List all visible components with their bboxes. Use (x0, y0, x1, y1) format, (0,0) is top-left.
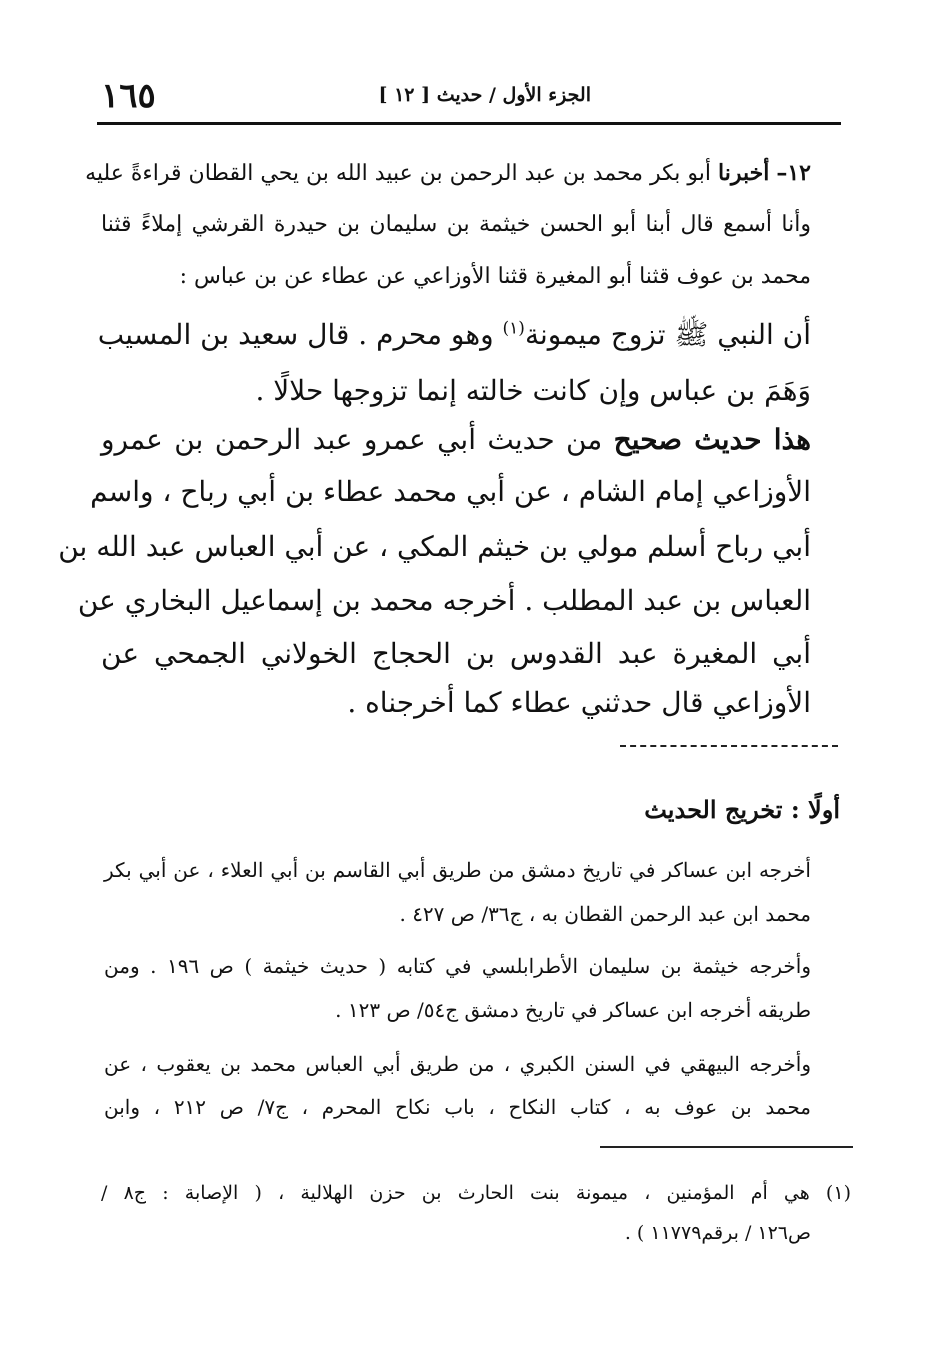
footnote-line-1: (١) هي أم المؤمنين ، ميمونة بنت الحارث بن حزن الهلالية ، ( الإصابة : ج٨ / (101, 1182, 851, 1204)
footnote-rule (600, 1146, 853, 1148)
section-heading: أولًا : تخريج الحديث (644, 795, 840, 824)
matn-text-end: وهو محرم . قال سعيد بن المسيب (97, 318, 503, 351)
isnad-line-2: وأنا أسمع قال أبنا أبو الحسن خيثمة بن سليمان بن حيدرة القرشي إملاءً قثنا (101, 212, 811, 237)
page-header (97, 70, 841, 125)
commentary-lead: هذا حديث صحيح (613, 423, 811, 456)
commentary-line-5: أبي المغيرة عبد القدوس بن الحجاج الخولاني الجمحي عن (101, 637, 811, 670)
footnote-marker: (١) (502, 318, 525, 339)
hadith-number: ١٢– (776, 160, 811, 186)
takhrij-p2-line-1: وأخرجه خيثمة بن سليمان الأطرابلسي في كتابه ( حديث خيثمة ) ص ١٩٦ . ومن (104, 954, 812, 978)
commentary-line-2: الأوزاعي إمام الشام ، عن أبي محمد عطاء بن أبي رباح ، واسم (90, 475, 811, 508)
footnote-line-2: ص١٢٦ / برقم١١٧٧٩ ) . (624, 1222, 811, 1244)
isnad-text: أبو بكر محمد بن عبد الرحمن بن عبيد الله بن يحي القطان قراءةً عليه (85, 161, 712, 186)
running-head: الجزء الأول / حديث [ ١٢ ] (378, 84, 591, 106)
isnad-line-1 (85, 160, 811, 186)
dashed-separator (620, 745, 838, 747)
isnad-line-3: محمد بن عوف قثنا أبو المغيرة قثنا الأوزاعي عن عطاء عن بن عباس : (179, 264, 811, 289)
commentary-line-1 (101, 423, 811, 456)
takhrij-p3-line-1: وأخرجه البيهقي في السنن الكبري ، من طريق أبي العباس محمد بن يعقوب ، عن (104, 1052, 811, 1076)
page-number: ١٦٥ (101, 76, 156, 116)
commentary-text: من حديث أبي عمرو عبد الرحمن بن عمرو (101, 423, 614, 456)
matn-line-1 (97, 318, 811, 358)
matn-text-start: أن النبي ﷺ تزوج ميمونة (524, 318, 811, 351)
matn-line-2: وَهَمَ بن عباس وإن كانت خالته إنما تزوجها حلالًا . (255, 374, 811, 407)
commentary-line-4: العباس بن عبد المطلب . أخرجه محمد بن إسماعيل البخاري عن (77, 584, 811, 617)
commentary-line-3: أبي رباح أسلم مولي بن خيثم المكي ، عن أبي العباس عبد الله بن (58, 530, 811, 563)
commentary-line-6: الأوزاعي قال حدثني عطاء كما أخرجناه . (347, 686, 811, 719)
takhrij-p1-line-1: أخرجه ابن عساكر في تاريخ دمشق من طريق أبي القاسم بن أبي العلاء ، عن أبي بكر (104, 858, 811, 882)
takhrij-p2-line-2: طريقه أخرجه ابن عساكر في تاريخ دمشق ج٥٤/ ص ١٢٣ . (335, 998, 811, 1022)
isnad-lead: أخبرنا (718, 160, 770, 186)
takhrij-p3-line-2: محمد بن عوف به ، كتاب النكاح ، باب نكاح المحرم ، ج٧/ ص ٢١٢ ، وابن (104, 1095, 811, 1119)
takhrij-p1-line-2: محمد ابن عبد الرحمن القطان به ، ج٣٦/ ص ٤٢٧ . (399, 902, 811, 926)
